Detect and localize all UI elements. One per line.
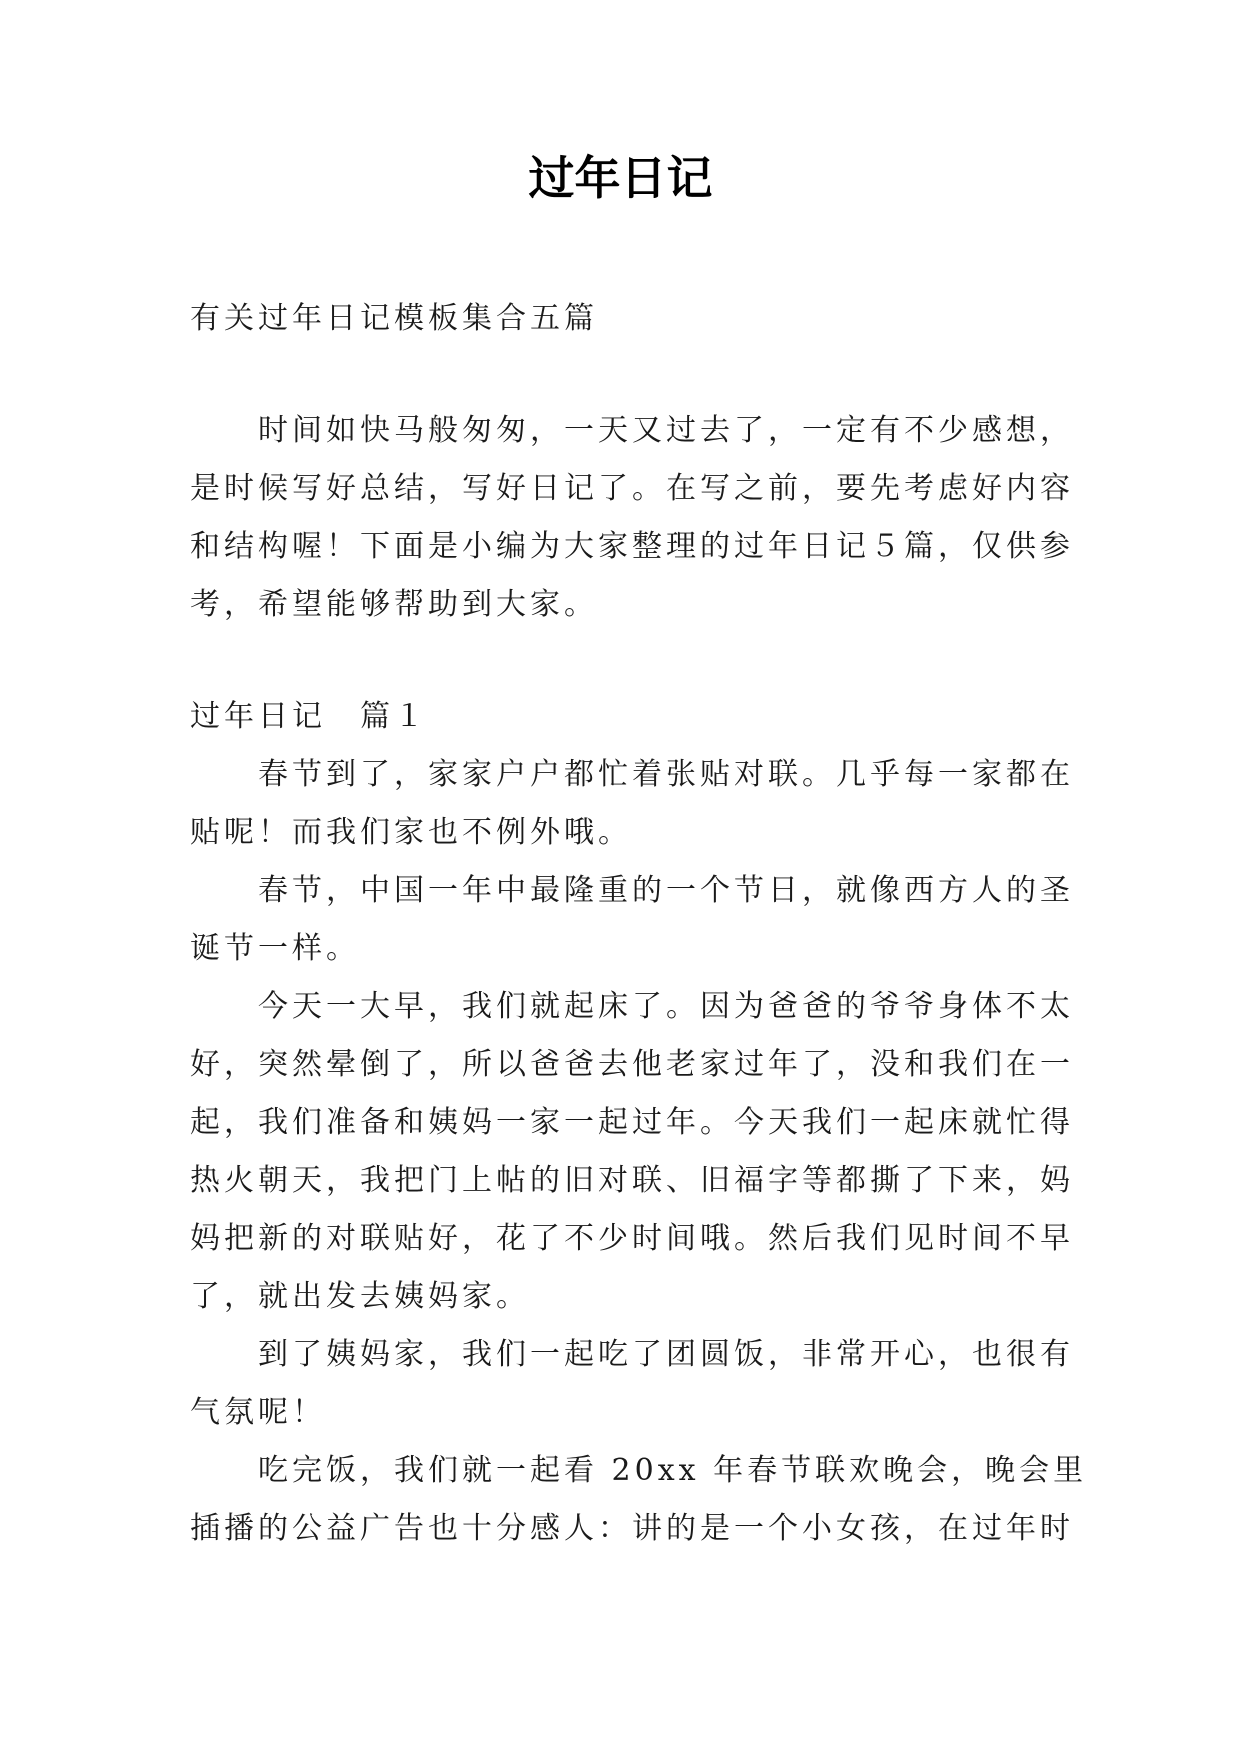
intro-line: 考，希望能够帮助到大家。: [190, 587, 598, 622]
paragraph-line: 今天一大早，我们就起床了。因为爸爸的爷爷身体不太: [258, 989, 1074, 1024]
intro-paragraph: [190, 402, 1074, 634]
paragraph-line: 妈把新的对联贴好，花了不少时间哦。然后我们见时间不早: [190, 1221, 1074, 1256]
paragraph-line: 热火朝天，我把门上帖的旧对联、旧福字等都撕了下来，妈: [190, 1163, 1074, 1198]
body-paragraph: [190, 746, 1074, 862]
paragraph-line: 好，突然晕倒了，所以爸爸去他老家过年了，没和我们在一: [190, 1047, 1074, 1082]
intro-line: 和结构喔！下面是小编为大家整理的过年日记５篇，仅供参: [190, 529, 1074, 564]
paragraph-line: 吃完饭，我们就一起看 20xx 年春节联欢晚会，晚会里: [258, 1453, 1088, 1488]
paragraph-line: 了，就出发去姨妈家。: [190, 1279, 530, 1314]
paragraph-line: 贴呢！而我们家也不例外哦。: [190, 815, 632, 850]
body-paragraph: [190, 862, 1074, 978]
paragraph-line: 诞节一样。: [190, 931, 360, 966]
paragraph-line: 插播的公益广告也十分感人：讲的是一个小女孩，在过年时: [190, 1511, 1074, 1546]
paragraph-line: 春节，中国一年中最隆重的一个节日，就像西方人的圣: [258, 873, 1074, 908]
document-subtitle: 有关过年日记模板集合五篇: [190, 301, 598, 336]
body-paragraph: [190, 978, 1074, 1326]
section-heading: 过年日记 篇１: [190, 699, 428, 734]
body-paragraph: [190, 1442, 1088, 1558]
body-paragraph: [190, 1326, 1074, 1442]
paragraph-line: 春节到了，家家户户都忙着张贴对联。几乎每一家都在: [258, 757, 1074, 792]
paragraph-line: 起，我们准备和姨妈一家一起过年。今天我们一起床就忙得: [190, 1105, 1074, 1140]
intro-line: 是时候写好总结，写好日记了。在写之前，要先考虑好内容: [190, 471, 1074, 506]
document-body: [190, 290, 1088, 1558]
intro-line: 时间如快马般匆匆，一天又过去了，一定有不少感想，: [258, 413, 1074, 448]
paragraph-line: 到了姨妈家，我们一起吃了团圆饭，非常开心，也很有: [258, 1337, 1074, 1372]
document-title: 过年日记: [528, 151, 713, 205]
paragraph-line: 气氛呢！: [190, 1395, 326, 1430]
